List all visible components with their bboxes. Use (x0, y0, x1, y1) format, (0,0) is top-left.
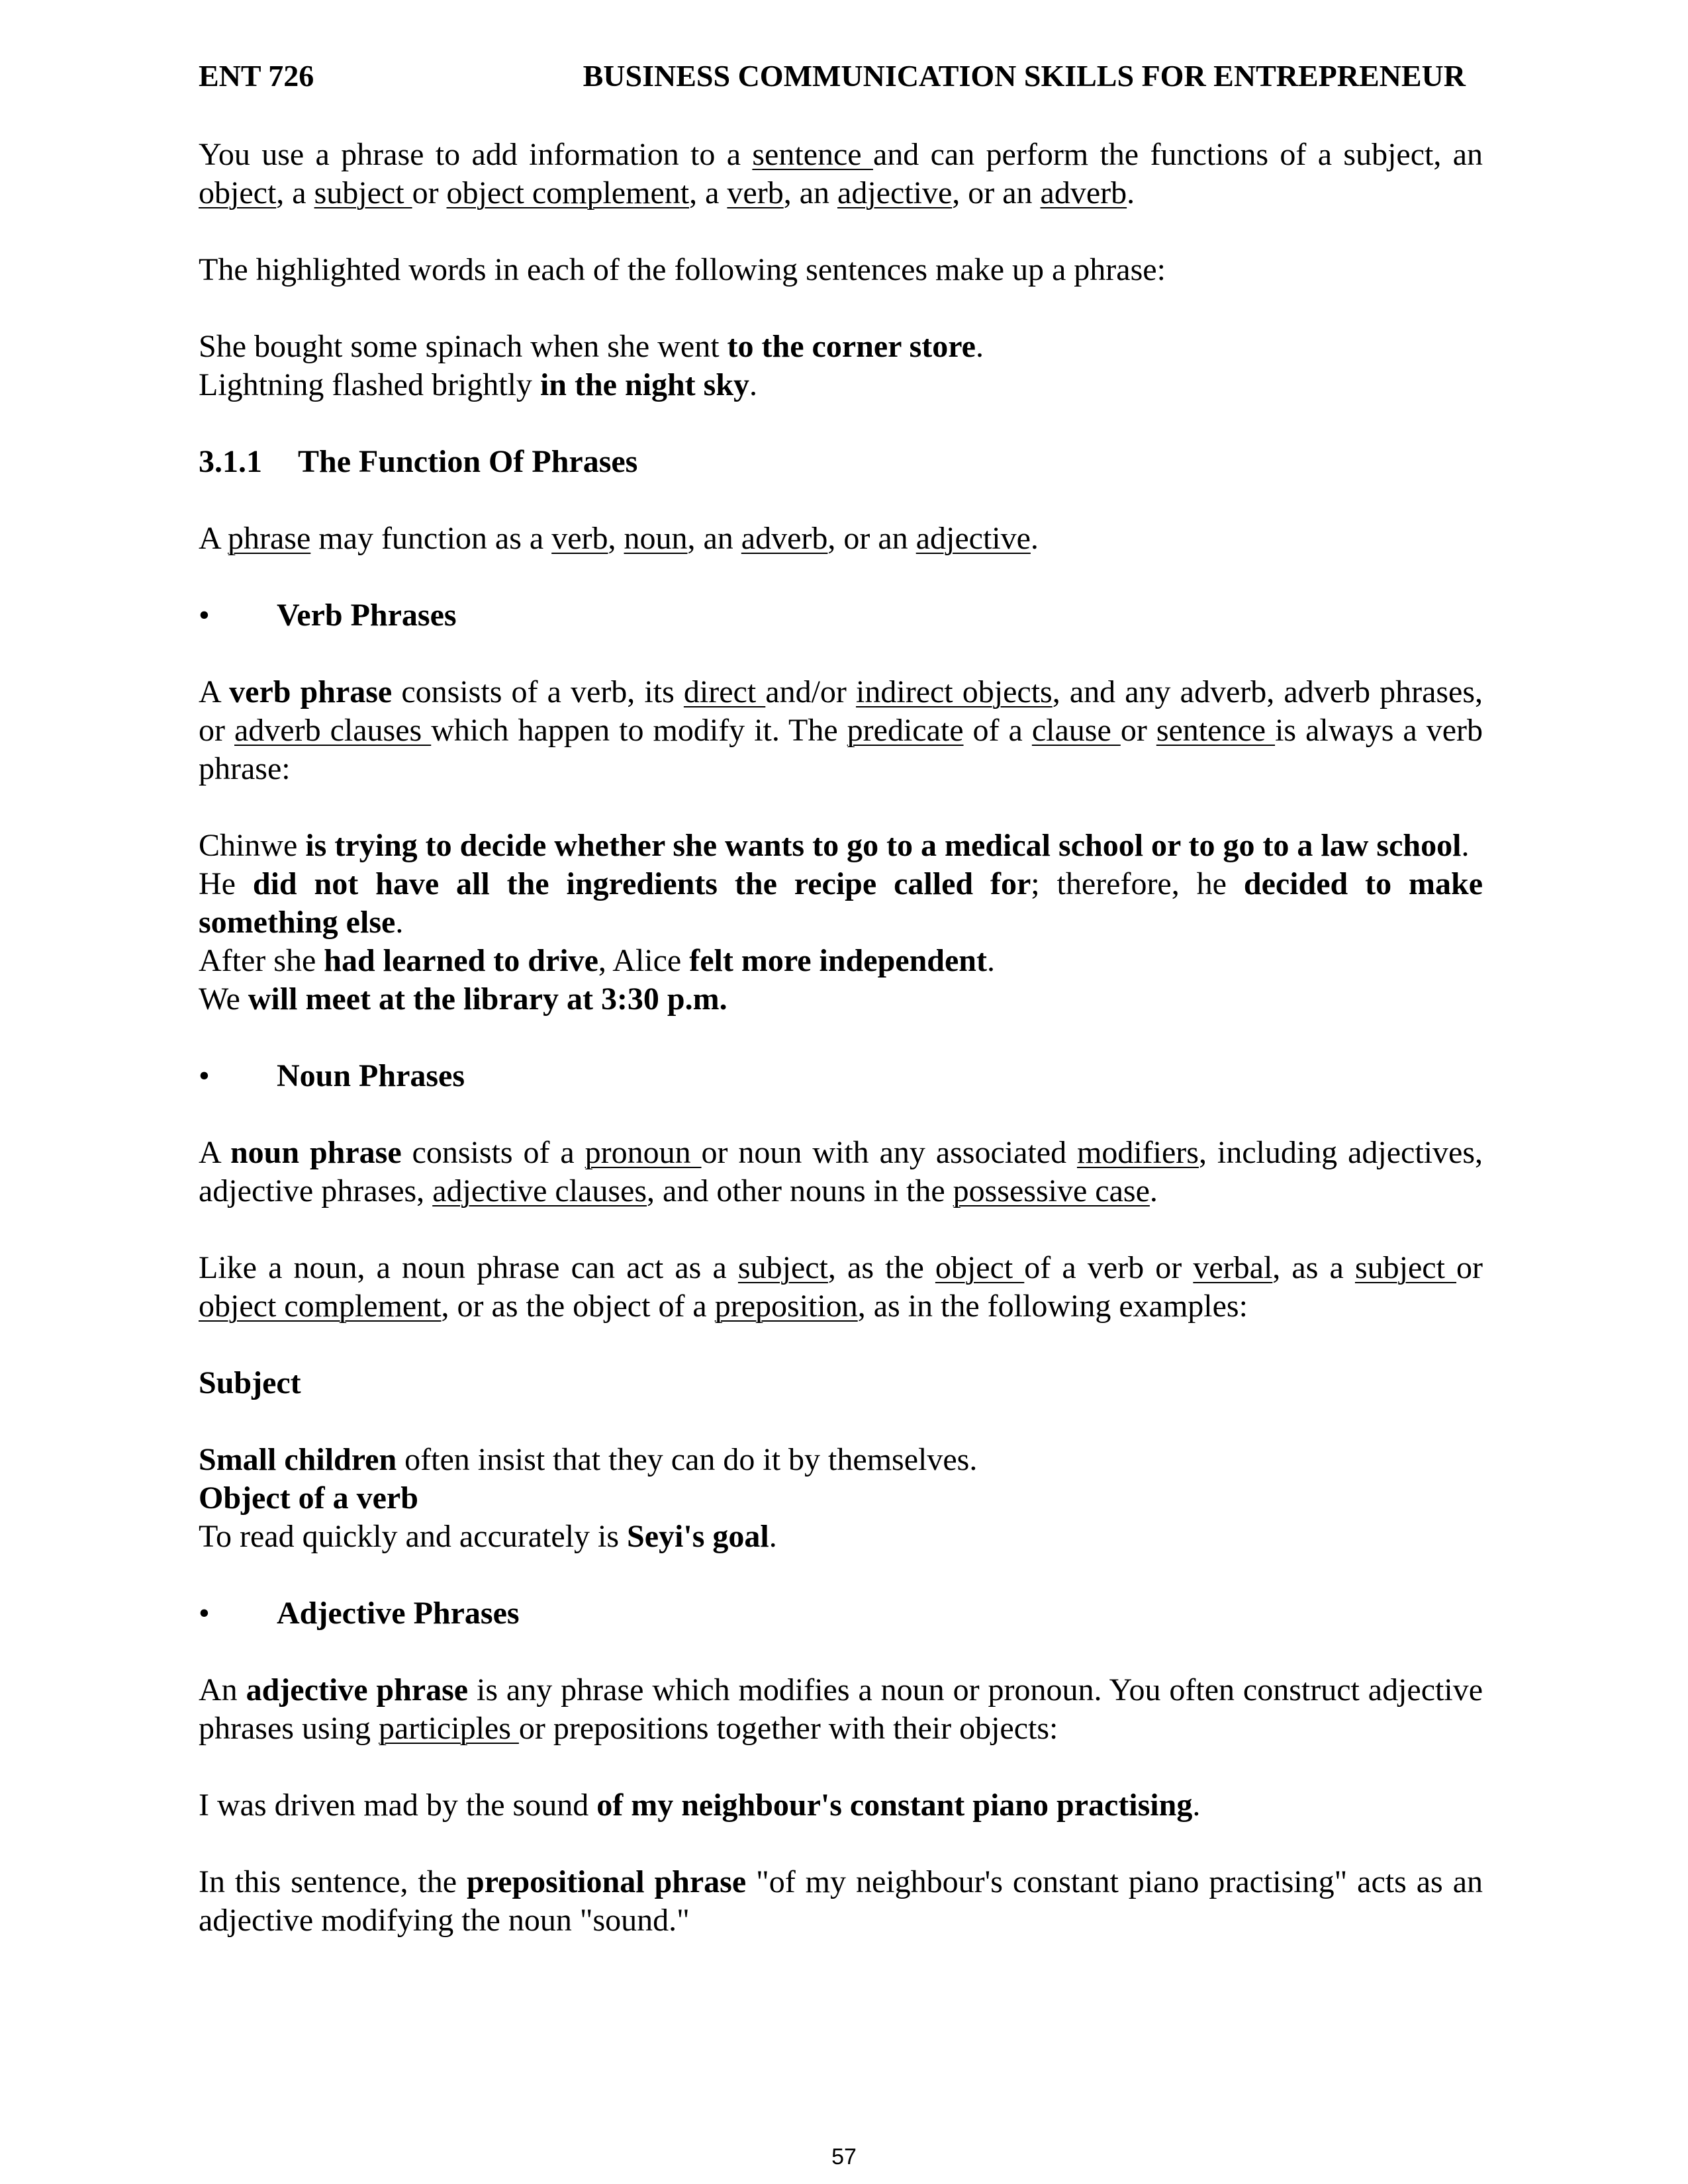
adjective-phrase-paragraph: An adjective phrase is any phrase which modifies a noun or pronoun. You often construct adjective phrases using participles or prepositions together with their objects: (199, 1672, 1483, 1746)
example-sentence: Chinwe is trying to decide whether she wants to go to a medical school or to go to a law school. (199, 828, 1470, 863)
intro-lead-in: The highlighted words in each of the following sentences make up a phrase: (199, 252, 1166, 287)
section-paragraph: A phrase may function as a verb, noun, an adverb, or an adjective. (199, 521, 1039, 556)
example-sentence: To read quickly and accurately is Seyi's goal. (199, 1519, 777, 1554)
course-code: ENT 726 (199, 59, 314, 93)
example-sentence: I was driven mad by the sound of my neighbour's constant piano practising. (199, 1788, 1201, 1823)
bullet-noun-phrases (199, 1057, 1483, 1095)
section-number: 3.1.1 (199, 444, 262, 479)
page-body (199, 136, 1483, 1940)
example-sentence: She bought some spinach when she went to the corner store. (199, 329, 984, 364)
verb-phrase-paragraph: A verb phrase consists of a verb, its direct and/or indirect objects, and any adverb, adverb phrases, or adverb clauses which happen to modify it. The predicate of a clause or sentence is always a verb phrase: (199, 674, 1483, 786)
subheading-verb-phrases: Verb Phrases (277, 598, 457, 633)
noun-phrase-paragraph: A noun phrase consists of a pronoun or noun with any associated modifiers, including adjectives, adjective phrases, adjective clauses, and other nouns in the possessive case. (199, 1135, 1483, 1208)
subject-heading: Subject (199, 1365, 301, 1400)
bullet-adjective-phrases (199, 1594, 1483, 1633)
example-sentence: He did not have all the ingredients the recipe called for; therefore, he decided to make something else. (199, 866, 1483, 940)
subheading-adjective-phrases: Adjective Phrases (277, 1596, 520, 1631)
page-number: 57 (831, 2144, 857, 2169)
bullet-icon: • (199, 1596, 210, 1631)
example-sentence: Lightning flashed brightly in the night sky. (199, 367, 758, 402)
course-title: BUSINESS COMMUNICATION SKILLS FOR ENTREPRENEUR (583, 59, 1466, 93)
example-sentence: Small children often insist that they can do it by themselves. (199, 1442, 978, 1477)
example-sentence: After she had learned to drive, Alice felt more independent. (199, 943, 995, 978)
bullet-verb-phrases (199, 596, 1483, 635)
explanation-paragraph: In this sentence, the prepositional phrase "of my neighbour's constant piano practising" acts as an adjective modifying the noun "sound." (199, 1864, 1483, 1938)
object-of-verb-heading: Object of a verb (199, 1480, 418, 1516)
section-heading (199, 443, 1483, 481)
running-header (199, 57, 1483, 97)
bullet-icon: • (199, 1058, 210, 1093)
noun-phrase-roles-paragraph: Like a noun, a noun phrase can act as a subject, as the object of a verb or verbal, as a subject or object complement, or as the object of a preposition, as in the following examples: (199, 1250, 1483, 1324)
bullet-icon: • (199, 598, 210, 633)
subheading-noun-phrases: Noun Phrases (277, 1058, 465, 1093)
intro-paragraph: You use a phrase to add information to a sentence and can perform the functions of a subject, an object, a subject or object complement, a verb, an adjective, or an adverb. (199, 137, 1483, 210)
section-title: The Function Of Phrases (298, 444, 638, 479)
example-sentence: We will meet at the library at 3:30 p.m. (199, 981, 727, 1017)
